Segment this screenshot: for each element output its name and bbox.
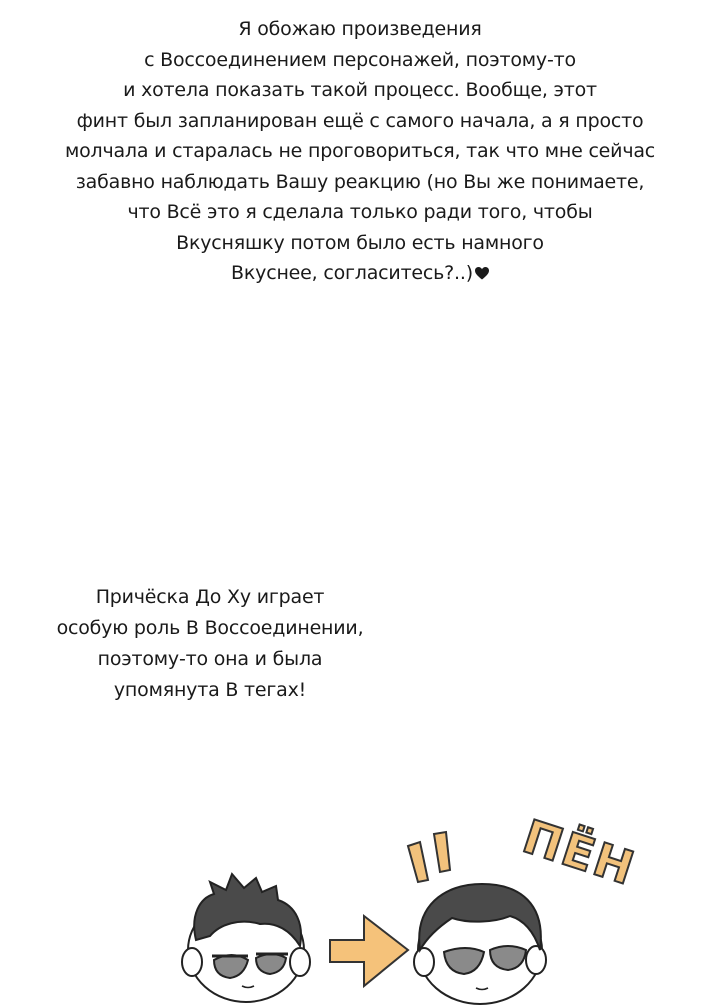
- hair-note-line: поэтому-то она и была: [97, 648, 323, 670]
- author-note-line: и хотела показать такой процесс. Вообще, этот: [123, 79, 597, 101]
- arrow-right-icon: [330, 916, 408, 986]
- author-note-line: Я обожаю произведения: [238, 18, 482, 40]
- author-note-line: забавно наблюдать Вашу реакцию (но Вы же понимаете,: [75, 170, 645, 193]
- comic-illustration: [0, 790, 720, 1005]
- author-note-last-line: [0, 258, 720, 289]
- heart-icon: [475, 267, 489, 280]
- author-note-line: что Всё это я сделала только ради того, чтобы: [127, 201, 593, 223]
- author-note-line: финт был запланирован ещё с самого начала, а я просто: [76, 109, 644, 132]
- hair-note-line: особую роль В Воссоединении,: [56, 617, 364, 639]
- author-note: [0, 14, 720, 289]
- hair-note-line: Причёска До Ху играет: [95, 586, 325, 608]
- author-note-line: молчала и старалась не проговориться, так что мне сейчас: [64, 140, 656, 162]
- author-note-line: с Воссоединением персонажей, поэтому-то: [144, 48, 576, 71]
- sfx-text: ПЁН: [516, 809, 643, 896]
- character-before: [182, 874, 310, 1002]
- sfx-marks-icon: [408, 832, 450, 882]
- author-note-line: Вкуснее, согласитесь?..): [231, 262, 473, 284]
- character-after: [414, 884, 546, 1004]
- author-note-line: Вкусняшку потом было есть намного: [176, 231, 544, 254]
- hair-note-line: упомянута В тегах!: [113, 679, 307, 701]
- hair-note: [40, 582, 380, 706]
